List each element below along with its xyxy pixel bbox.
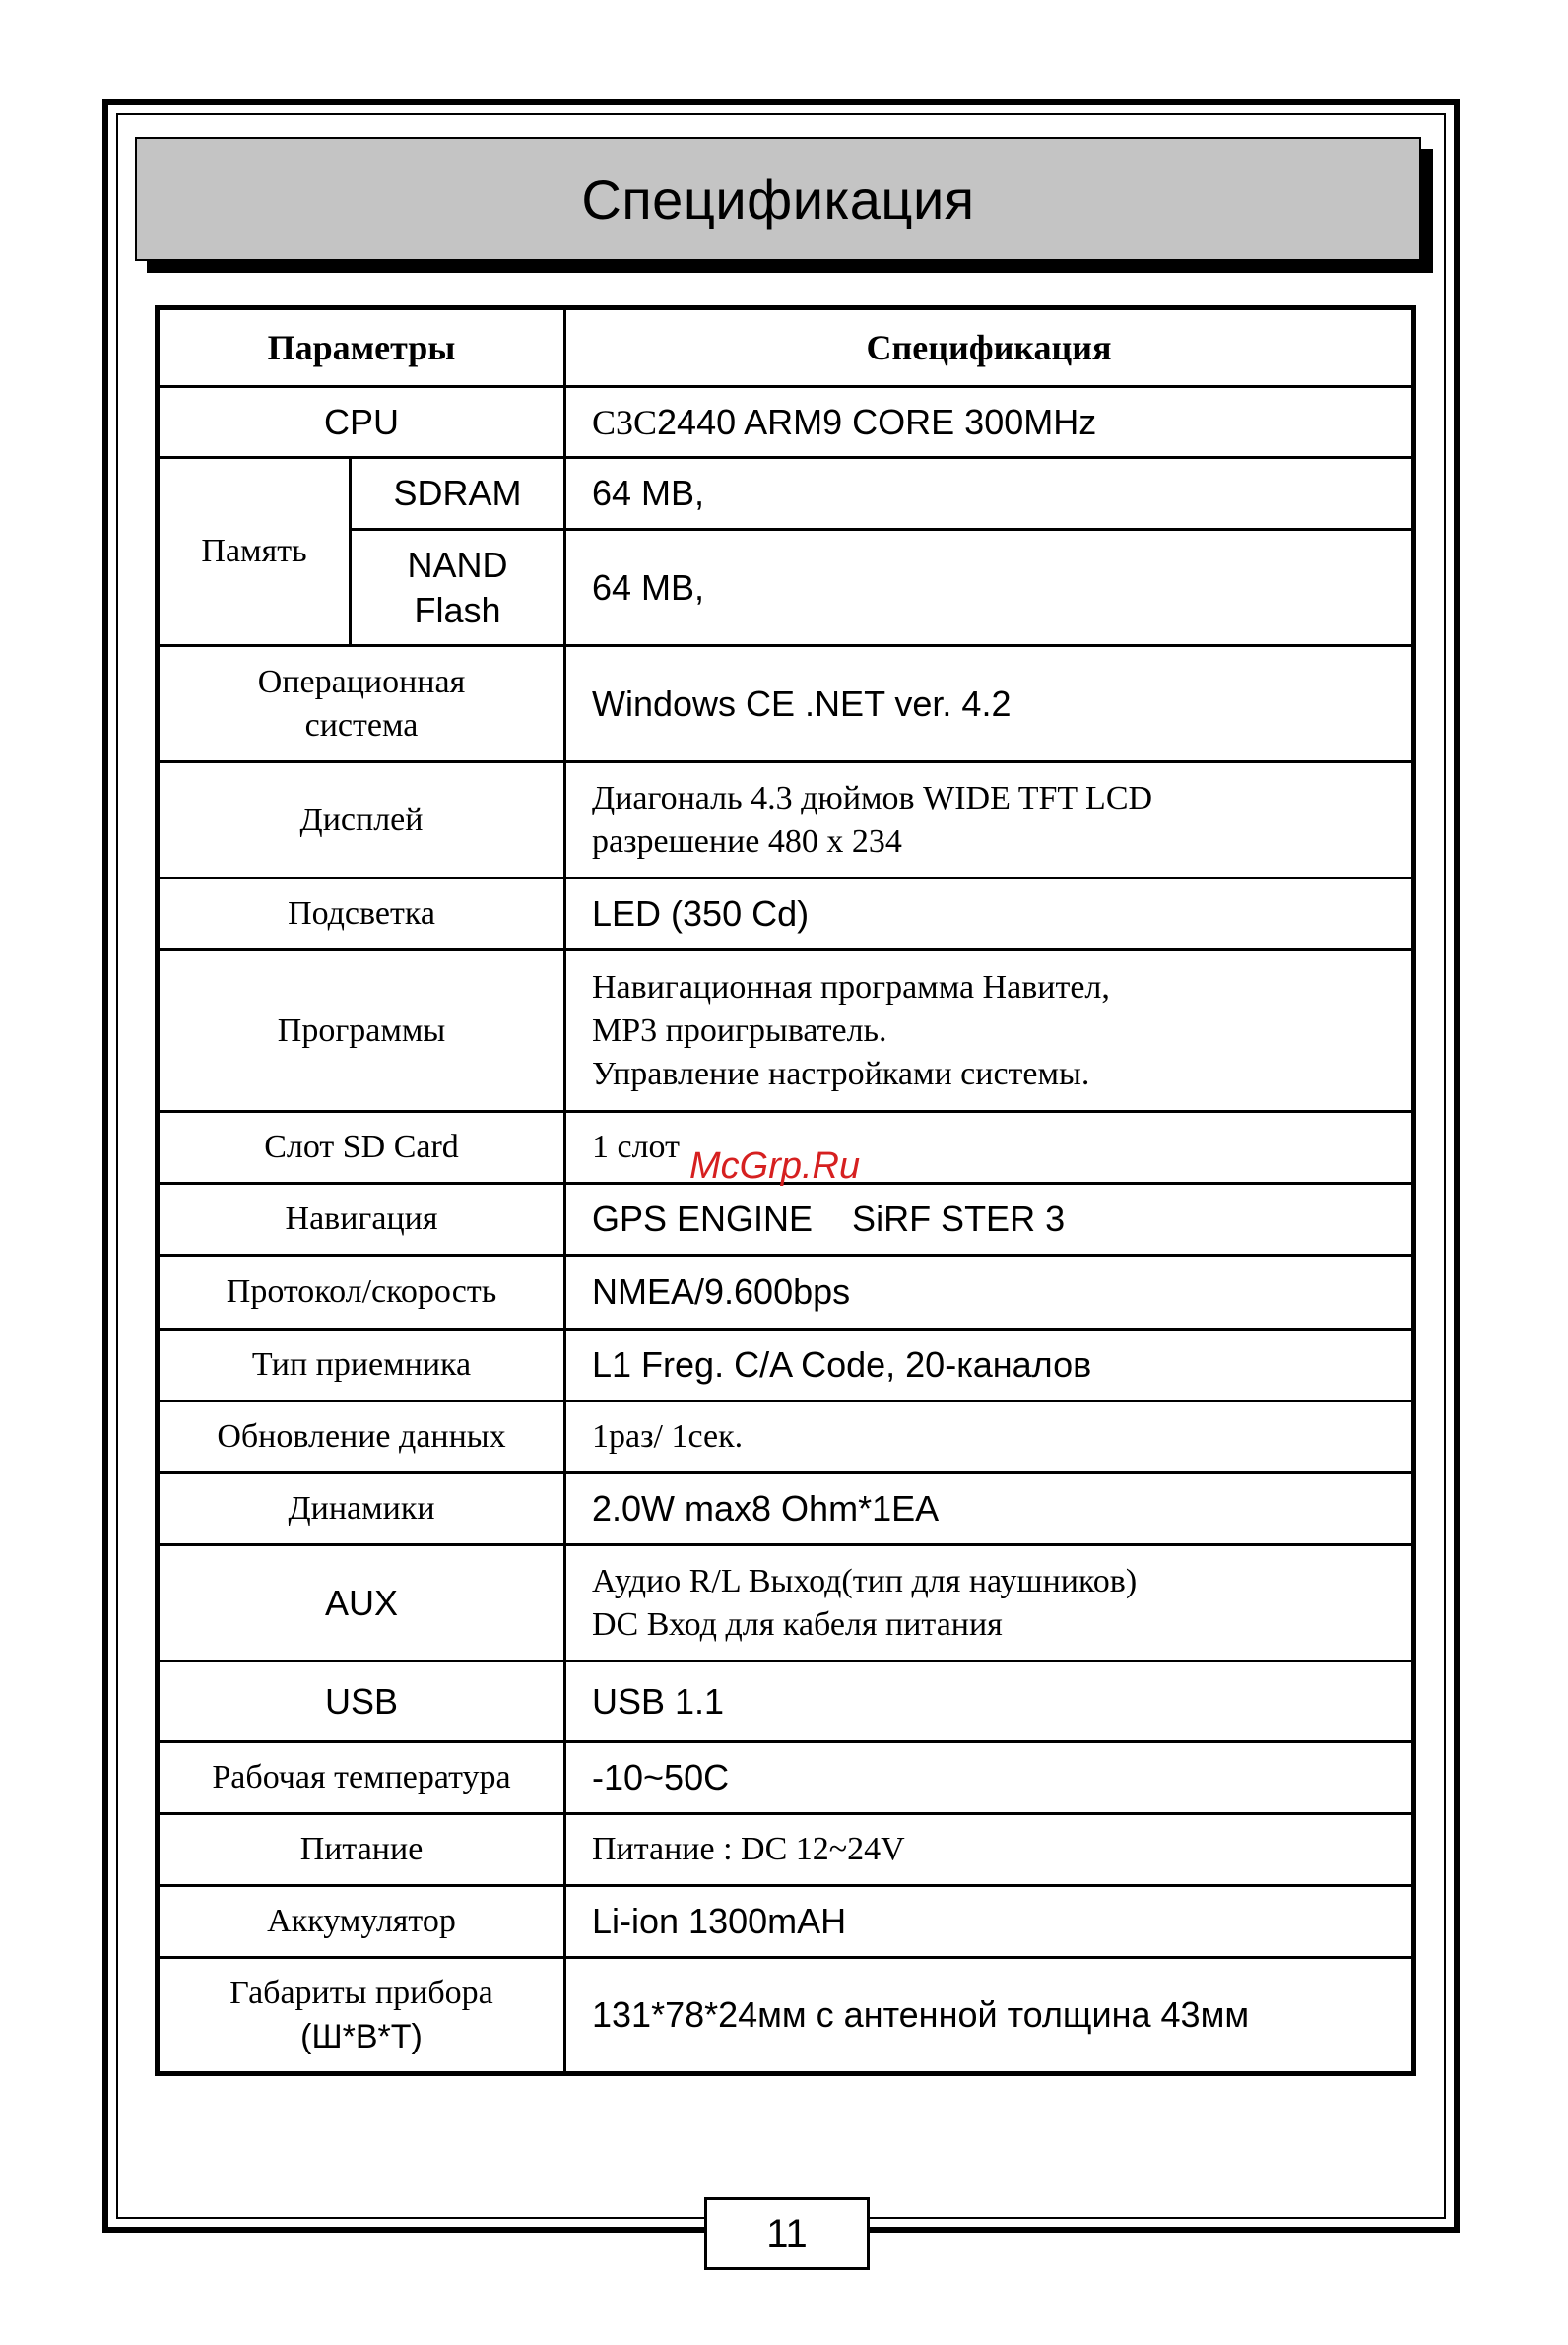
label-line: Операционная <box>257 663 466 700</box>
header-spec: Спецификация <box>565 308 1414 387</box>
title-banner <box>135 137 1421 261</box>
label-line: система <box>304 706 419 744</box>
value-line: Навигационная программа Навител, <box>592 968 1110 1006</box>
sub-label-sdram: SDRAM <box>351 458 565 530</box>
table-row <box>158 1545 1414 1661</box>
table-row <box>158 1886 1414 1958</box>
value-line: разрешение 480 x 234 <box>592 822 902 860</box>
row-label: Рабочая температура <box>158 1742 565 1814</box>
row-label: Обновление данных <box>158 1401 565 1473</box>
row-value: NMEA/9.600bps <box>565 1256 1414 1330</box>
header-param: Параметры <box>158 308 565 387</box>
row-value <box>565 762 1414 879</box>
row-value: Li-ion 1300mAH <box>565 1886 1414 1958</box>
table-row <box>158 1473 1414 1545</box>
table-header-row <box>158 308 1414 387</box>
value-line: Диагональ 4.3 дюймов WIDE TFT LCD <box>592 779 1153 816</box>
row-value <box>565 950 1414 1112</box>
value-line: DC Вход для кабеля питания <box>592 1605 1003 1643</box>
table-row <box>158 1256 1414 1330</box>
table-row <box>158 950 1414 1112</box>
table-row <box>158 1661 1414 1742</box>
label-line: Габариты прибора <box>229 1975 493 2011</box>
value-line: MP3 проигрыватель. <box>592 1011 887 1049</box>
table-row <box>158 1742 1414 1814</box>
sub-label-line: NAND <box>407 544 508 585</box>
table-row <box>158 1184 1414 1256</box>
row-label: USB <box>158 1661 565 1742</box>
row-value: C3C2440 ARM9 CORE 300MHz <box>565 387 1414 458</box>
row-value: 1 слот <box>565 1112 1414 1184</box>
row-label <box>158 1958 565 2074</box>
value-line: Управление настройками системы. <box>592 1055 1090 1092</box>
watermark: McGrp.Ru <box>689 1145 861 1187</box>
page-number: 11 <box>766 2211 808 2255</box>
row-value: 131*78*24мм с антенной толщина 43мм <box>565 1958 1414 2074</box>
table-row <box>158 879 1414 950</box>
page-number-box <box>704 2197 870 2270</box>
row-label: Аккумулятор <box>158 1886 565 1958</box>
row-value: 1раз/ 1сек. <box>565 1401 1414 1473</box>
table-row <box>158 458 1414 530</box>
row-value: 64 MB, <box>565 458 1414 530</box>
row-value: 64 MB, <box>565 530 1414 646</box>
page-title: Спецификация <box>581 167 975 230</box>
table-row <box>158 1401 1414 1473</box>
row-label: Дисплей <box>158 762 565 879</box>
value-line: Аудио R/L Выход(тип для наушников) <box>592 1562 1138 1599</box>
row-value <box>565 1545 1414 1661</box>
row-value: -10~50C <box>565 1742 1414 1814</box>
row-label: Память <box>158 458 351 646</box>
row-value: L1 Freg. C/A Code, 20-каналов <box>565 1330 1414 1401</box>
row-value: Питание : DC 12~24V <box>565 1814 1414 1886</box>
row-value: Windows CE .NET ver. 4.2 <box>565 646 1414 762</box>
row-value: 2.0W max8 Ohm*1EA <box>565 1473 1414 1545</box>
row-label: Слот SD Card <box>158 1112 565 1184</box>
table-row <box>158 762 1414 879</box>
table-row <box>158 387 1414 458</box>
row-value: USB 1.1 <box>565 1661 1414 1742</box>
row-label: Тип приемника <box>158 1330 565 1401</box>
row-label: Динамики <box>158 1473 565 1545</box>
row-label: AUX <box>158 1545 565 1661</box>
table-row <box>158 1330 1414 1401</box>
table-row <box>158 1814 1414 1886</box>
table-row <box>158 1958 1414 2074</box>
spec-table <box>155 305 1416 2076</box>
table-row <box>158 646 1414 762</box>
row-label: Протокол/скорость <box>158 1256 565 1330</box>
row-label: Питание <box>158 1814 565 1886</box>
sub-label-line: Flash <box>414 589 501 630</box>
row-label: Программы <box>158 950 565 1112</box>
row-label: CPU <box>158 387 565 458</box>
row-label <box>158 646 565 762</box>
row-label: Подсветка <box>158 879 565 950</box>
label-line: (Ш*В*Т) <box>300 2018 423 2055</box>
row-value: LED (350 Cd) <box>565 879 1414 950</box>
sub-label-nand <box>351 530 565 646</box>
row-label: Навигация <box>158 1184 565 1256</box>
row-value: GPS ENGINE SiRF STER 3 <box>565 1184 1414 1256</box>
